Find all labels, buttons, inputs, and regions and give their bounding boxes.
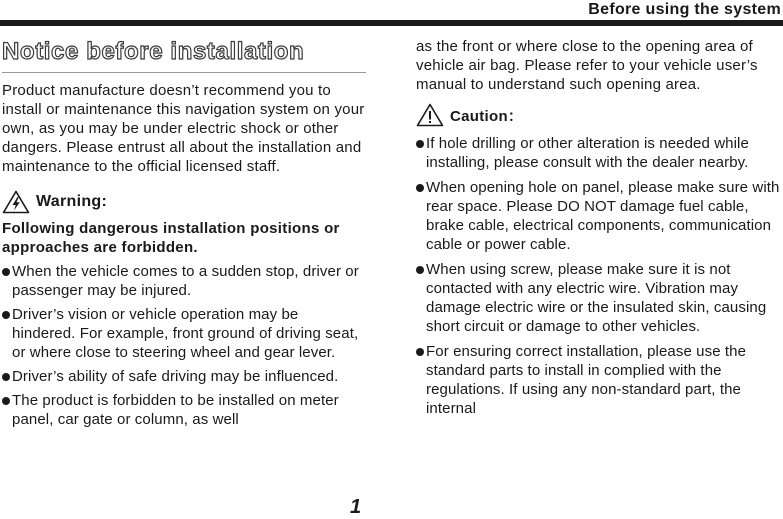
caution-bullet-list <box>416 134 783 418</box>
bullet-dot <box>2 397 10 405</box>
list-item-text: When using screw, please make sure it is not contacted with any electric wire. Vibration may damage electric wire or the insulated skin, causing short circuit or damage to other vehicles. <box>426 261 767 335</box>
warning-heading: Following dangerous installation positions or approaches are forbidden. <box>2 220 340 256</box>
list-item-text: When opening hole on panel, please make sure with rear space. Please DO NOT damage fuel cable, brake cable, electrical components, communication cable or power cable. <box>426 179 780 253</box>
list-item-text: If hole drilling or other alteration is needed while installing, please consult with the dealer nearby. <box>426 135 749 171</box>
list-item <box>416 178 783 254</box>
list-item-text: Driver’s vision or vehicle operation may be hindered. For example, front ground of driving seat, or where close to steering wheel and gear lever. <box>12 306 359 361</box>
list-item <box>416 260 783 336</box>
header-rule <box>0 20 783 26</box>
list-item-text: When the vehicle comes to a sudden stop, driver or passenger may be injured. <box>12 263 359 299</box>
bullet-dot <box>416 140 424 148</box>
caution-label: Caution： <box>450 107 524 125</box>
bullet-dot <box>2 373 10 381</box>
lightning-warning-triangle-icon <box>2 190 30 214</box>
list-item <box>2 367 366 386</box>
section-title: Notice before installation <box>2 38 305 65</box>
list-item <box>2 262 366 300</box>
list-item <box>2 305 366 362</box>
list-item-text: The product is forbidden to be installed on meter panel, car gate or column, as well <box>12 392 339 428</box>
list-item <box>416 134 783 172</box>
warning-header <box>2 189 366 215</box>
list-item-text: For ensuring correct installation, please use the standard parts to install in complied with the regulations. If using any non-standard part, the internal <box>426 343 747 417</box>
warning-bullet-list <box>2 262 366 429</box>
list-item <box>416 342 783 418</box>
caution-header <box>416 102 783 128</box>
continued-paragraph: as the front or where close to the opening area of vehicle air bag. Please refer to your vehicle user’s manual to understand such opening area. <box>416 38 758 93</box>
left-column <box>2 34 366 429</box>
title-rule <box>2 72 366 73</box>
right-column <box>416 37 783 418</box>
page-number: 1 <box>350 496 362 518</box>
bullet-dot <box>2 268 10 276</box>
warning-label: Warning: <box>36 193 108 210</box>
bullet-dot <box>416 266 424 274</box>
bullet-dot <box>2 311 10 319</box>
bullet-dot <box>416 184 424 192</box>
page-header-title: Before using the system <box>588 1 781 18</box>
bullet-dot <box>416 348 424 356</box>
exclamation-warning-triangle-icon <box>416 103 444 127</box>
list-item <box>2 391 366 429</box>
list-item-text: Driver’s ability of safe driving may be influenced. <box>12 368 339 385</box>
intro-paragraph: Product manufacture doesn’t recommend you to install or maintenance this navigation system on your own, as you may be under electric shock or other dangers. Please entrust all about the installation and maintenance to the official licensed staff. <box>2 82 365 175</box>
